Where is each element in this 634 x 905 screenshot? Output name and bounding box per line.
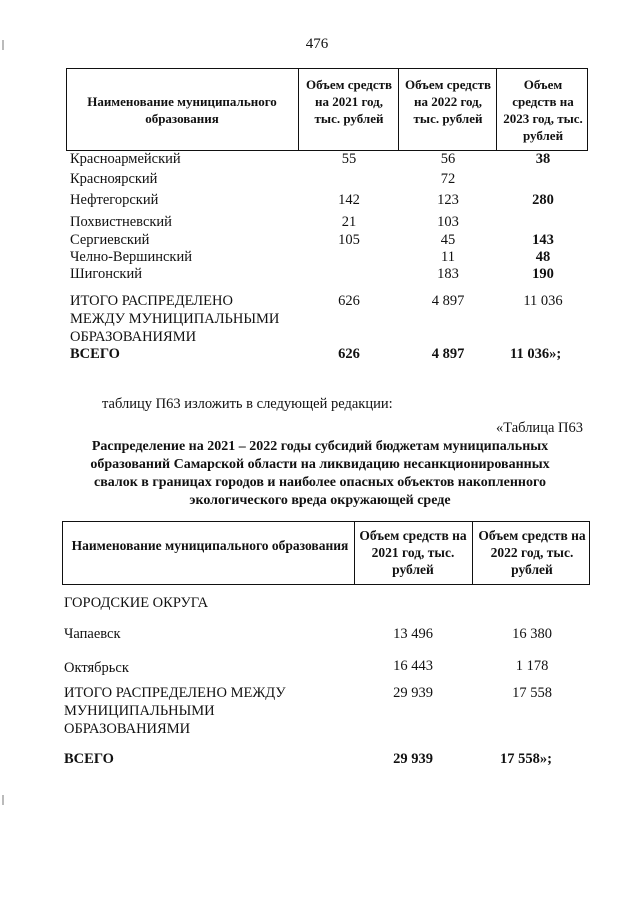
table2-header-name: Наименование муниципального образования <box>71 538 349 553</box>
scan-edge-mark <box>2 40 4 50</box>
table1-divider-1 <box>298 68 299 151</box>
row-value-2022: 103 <box>437 214 459 230</box>
page-number: 476 <box>305 36 329 52</box>
grand-total-2022: 17 558»; <box>500 751 552 767</box>
row-name: Челно-Вершинский <box>70 249 192 265</box>
table2-divider-2 <box>472 521 473 585</box>
total-label-line-2: МЕЖДУ МУНИЦИПАЛЬНЫМИ <box>70 311 280 327</box>
scan-edge-mark <box>2 795 4 805</box>
row-value-2021: 55 <box>341 151 357 167</box>
row-name: Шигонский <box>70 266 142 282</box>
table1-header-2022: Объем средств на 2022 год, тыс. рублей <box>404 77 492 126</box>
row-value-2022: 72 <box>440 171 456 187</box>
row-value-2021: 21 <box>341 214 357 230</box>
grand-total-2022: 4 897 <box>431 346 465 362</box>
row-value-2022: 1 178 <box>515 658 549 674</box>
instruction-text: таблицу П63 изложить в следующей редакции: <box>102 396 393 412</box>
grand-total-2023: 11 036»; <box>510 346 562 362</box>
row-value-2021: 13 496 <box>393 626 433 642</box>
title-line-2: образований Самарской области на ликвидацию несанкционированных <box>90 457 550 472</box>
row-value-2022: 56 <box>440 151 456 167</box>
row-name: Красноармейский <box>70 151 181 167</box>
row-name: Октябрьск <box>64 660 129 676</box>
table-title <box>60 438 580 510</box>
row-value-2021: 105 <box>338 232 360 248</box>
total-label-line-1: ИТОГО РАСПРЕДЕЛЕНО МЕЖДУ <box>64 685 286 701</box>
row-name: Нефтегорский <box>70 192 159 208</box>
section-heading: ГОРОДСКИЕ ОКРУГА <box>64 595 209 611</box>
grand-total-2021: 29 939 <box>393 751 433 767</box>
row-value-2023: 280 <box>532 192 554 208</box>
table1-divider-2 <box>398 68 399 151</box>
row-name: Сергиевский <box>70 232 150 248</box>
total-label-line-3: ОБРАЗОВАНИЯМИ <box>70 329 197 345</box>
total-label-line-1: ИТОГО РАСПРЕДЕЛЕНО <box>70 293 233 309</box>
table1-header-name: Наименование муниципального образования <box>87 94 277 126</box>
row-value-2023: 48 <box>535 249 551 265</box>
row-value-2022: 123 <box>437 192 459 208</box>
row-value-2022: 183 <box>437 266 459 282</box>
row-value-2022: 45 <box>440 232 456 248</box>
table-label: «Таблица П63 <box>496 420 583 436</box>
title-line-4: экологического вреда окружающей среде <box>189 493 451 508</box>
total-label-line-2: МУНИЦИПАЛЬНЫМИ <box>64 703 215 719</box>
grand-total-label: ВСЕГО <box>70 346 120 362</box>
row-value-2021: 142 <box>338 192 360 208</box>
row-name: Похвистневский <box>70 214 172 230</box>
row-value-2022: 16 380 <box>512 626 552 642</box>
row-name: Красноярский <box>70 171 158 187</box>
total-value-2022: 17 558 <box>512 685 552 701</box>
row-value-2021: 16 443 <box>393 658 433 674</box>
grand-total-2021: 626 <box>338 346 360 362</box>
table2-divider-1 <box>354 521 355 585</box>
table1-divider-3 <box>496 68 497 151</box>
table2-header-2022: Объем средств на 2022 год, тыс. рублей <box>478 528 586 577</box>
table1-header-2021: Объем средств на 2021 год, тыс. рублей <box>305 77 393 126</box>
table1-header-2023: Объем средств на 2023 год, тыс. рублей <box>503 77 583 143</box>
total-value-2021: 29 939 <box>393 685 433 701</box>
total-value-2021: 626 <box>338 293 360 309</box>
row-value-2022: 11 <box>441 249 455 265</box>
row-value-2023: 190 <box>532 266 554 282</box>
title-line-1: Распределение на 2021 – 2022 годы субсидий бюджетам муниципальных <box>91 439 549 454</box>
total-value-2022: 4 897 <box>431 293 465 309</box>
row-value-2023: 38 <box>535 151 551 167</box>
row-value-2023: 143 <box>532 232 554 248</box>
row-name: Чапаевск <box>64 626 121 642</box>
grand-total-label: ВСЕГО <box>64 751 114 767</box>
total-label-line-3: ОБРАЗОВАНИЯМИ <box>64 721 191 737</box>
total-value-2023: 11 036 <box>523 293 563 309</box>
title-line-3: свалок в границах городов и наиболее опасных объектов накопленного <box>93 475 547 490</box>
table2-header-2021: Объем средств на 2021 год, тыс. рублей <box>359 528 467 577</box>
